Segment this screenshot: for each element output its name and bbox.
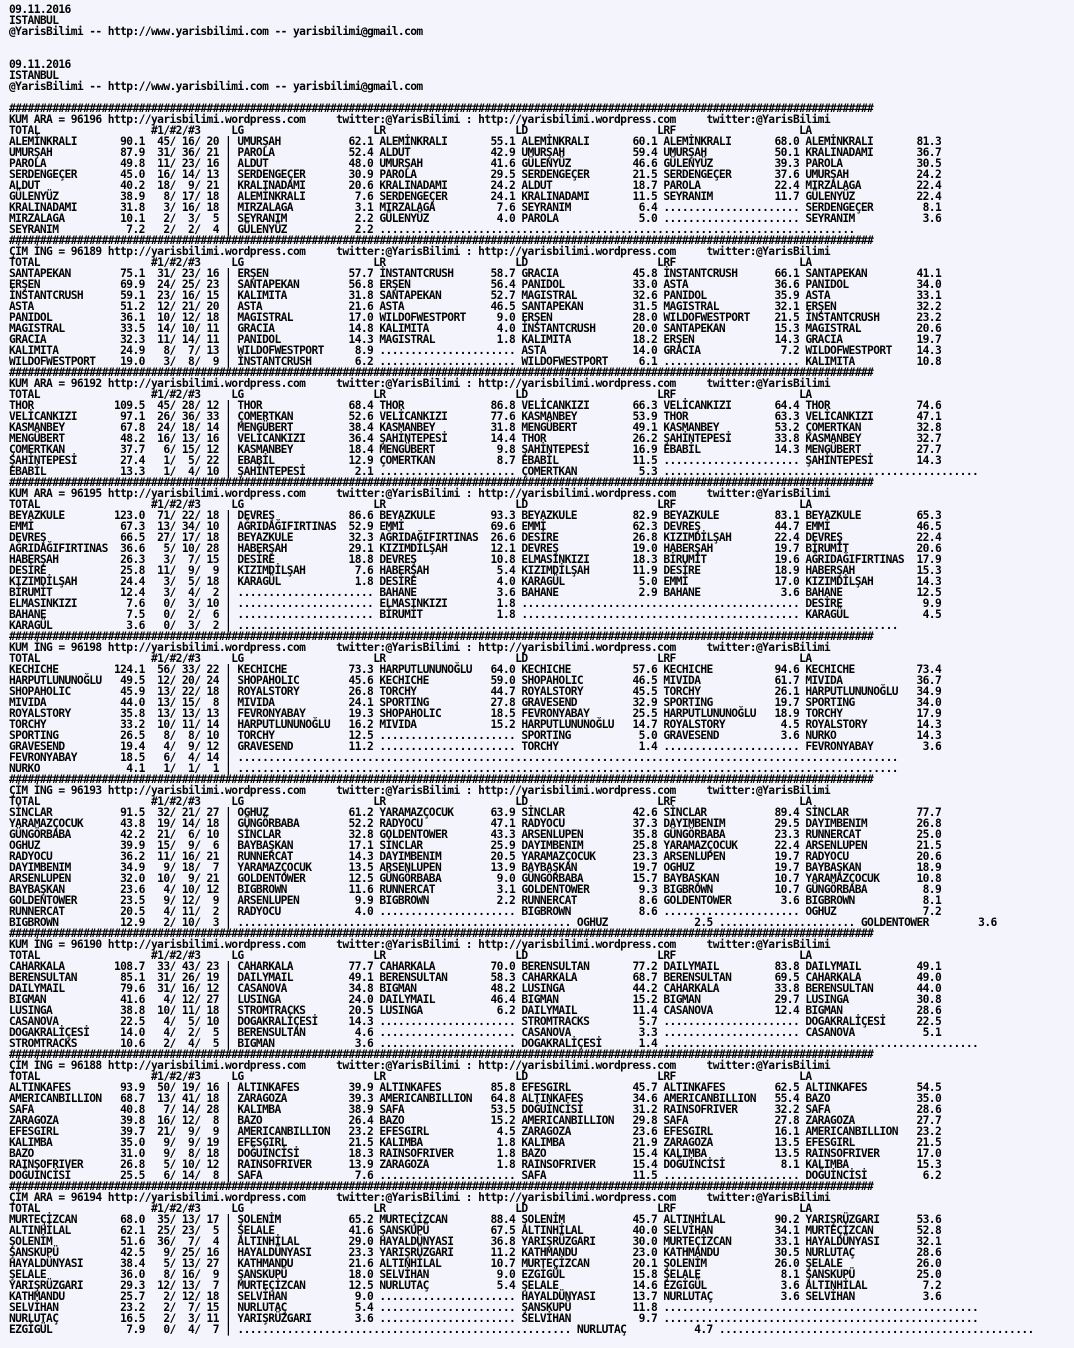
table-row: ŞANSKUPÜ 42.5 9/ 25/ 16 | HAYALDÜNYASI 23.3 YARIŞRÜZGARI 11.2 KATHMANDU 23.0 KATHMANDU 30.5 NURLUTAÇ 28.6 [9,1246,942,1259]
column-header: TOTAL #1/#2/#3 LG LR LD LRF LA [9,795,812,808]
table-row: TORCHY 33.2 10/ 11/ 14 | HARPUTLUNUNOĞLU 16.2 MIVIDA 15.2 HARPUTLUNUNOĞLU 14.7 ROYALSTORY 4.5 ROYALSTORY 14.3 [9,718,942,731]
table-row: SPORTING 26.5 8/ 8/ 10 | TORCHY 12.5 ...................... SPORTING 5.0 GRAVESEND 3.6 NURKO 14.3 [9,729,942,742]
table-row: KATHMANDU 25.7 2/ 12/ 18 | SELVİHAN 9.0 ...................... HAYALDÜNYASI 13.7 NURLUTAÇ 3.6 SELVİHAN 3.6 [9,1290,942,1303]
table-row: NURLUTAÇ 16.5 2/ 3/ 11 | YARIŞRÜZGARI 3.6 ...................... SELVİHAN 9.7 ................................................... [9,1312,979,1325]
table-row: YARIŞRÜZGARI 29.3 12/ 13/ 7 | MURTEÇİZCAN 12.5 NURLUTAÇ 5.4 ŞELALE 14.6 EZGİGÜL 3.6 ALTINHİLAL 7.2 [9,1279,942,1292]
table-row: ERŞEN 69.9 24/ 25/ 23 | SANTAPEKAN 56.8 ERŞEN 56.4 PANIDOL 33.0 ASTA 36.6 PANIDOL 34.0 [9,278,942,291]
table-row: GÜLENYÜZ 38.9 8/ 17/ 18 | ALEMİNKRALI 7.6 SERDENGEÇER 24.1 KRALINADAMI 11.5 SEYRANIM 11.7 GÜLENYÜZ 22.4 [9,190,942,203]
table-row: KALIMITA 24.9 8/ 7/ 13 | WILDOFWESTPORT 8.9 ...................... ASTA 14.0 GRACIA 7.2 WILDOFWESTPORT 14.3 [9,344,942,357]
table-row: MIVIDA 44.0 13/ 15/ 8 | MIVIDA 24.1 SPORTING 27.8 GRAVESEND 32.9 SPORTING 19.7 SPORTING 34.0 [9,696,942,709]
table-row: ROYALSTORY 35.8 13/ 13/ 13 | FEVRONYABAY 19.3 SHOPAHOLIC 18.5 FEVRONYABAY 25.5 HARPUTLUNUNOĞLU 18.9 TORCHY 17.9 [9,707,942,720]
date-repeat: 09.11.2016 [9,58,71,71]
table-row: CAHARKALA 108.7 33/ 43/ 23 | CAHARKALA 77.7 CAHARKALA 70.0 BERENSULTAN 77.2 DAILYMAIL 83.8 DAILYMAIL 49.1 [9,960,942,973]
table-row: BIGBROWN 12.9 2/ 10/ 3 | ...................................................... OGHUZ 2.5 ...................... GOLDENTOWER 3.6 [9,916,997,929]
separator-line: ############################################################################################################################################ [9,1048,874,1061]
table-row: SERDENGEÇER 45.0 16/ 14/ 13 | SERDENGEÇER 30.9 PAROLA 29.5 SERDENGEÇER 21.5 SERDENGEÇER 37.6 UMURŞAH 24.2 [9,168,942,181]
table-row: ALEMİNKRALI 90.1 45/ 16/ 20 | UMURŞAH 62.1 ALEMİNKRALI 55.1 ALEMİNKRALI 60.1 ALEMİNKRALI 68.0 ALEMİNKRALI 81.3 [9,135,942,148]
table-row: DAYIMBENIM 34.9 9/ 18/ 7 | YARAMAZÇOCUK 13.5 ARSENLUPEN 13.9 BAYBAŞKAN 19.7 OGHUZ 19.7 BAYBAŞKAN 18.9 [9,861,942,874]
table-row: ALDUT 40.2 18/ 9/ 21 | KRALINADAMI 20.6 KRALINADAMI 24.2 ALDUT 18.7 PAROLA 22.4 MIRZALAGA 22.4 [9,179,942,192]
table-row: DOĞUİNCİSİ 25.5 6/ 14/ 8 | SAFA 7.6 ...................... SAFA 11.5 ...................... DOĞUİNCİSİ 6.2 [9,1169,942,1182]
table-row: PAROLA 49.8 11/ 23/ 16 | ALDUT 48.0 UMURŞAH 41.6 GÜLENYÜZ 46.6 GÜLENYÜZ 39.3 PAROLA 30.5 [9,157,942,170]
table-row: RAINSOFRIVER 26.8 5/ 10/ 12 | RAINSOFRIVER 13.9 ZARAGOZA 1.8 RAINSOFRIVER 15.4 DOĞUİNCİSİ 8.1 KALIMBA 15.3 [9,1158,942,1171]
column-header: TOTAL #1/#2/#3 LG LR LD LRF LA [9,652,812,665]
race-title: KUM ARA = 96196 http://yarisbilimi.wordpress.com twitter:@YarisBilimi : http://yarisbilimi.wordpress.com twitter:@YarisBilimi [9,113,831,126]
race-block [9,773,997,929]
race-title: KUM İNG = 96190 http://yarisbilimi.wordpress.com twitter:@YarisBilimi : http://yarisbilimi.wordpress.com twitter:@YarisBilimi [9,938,831,951]
race-title: KUM ARA = 96192 http://yarisbilimi.wordpress.com twitter:@YarisBilimi : http://yarisbilimi.wordpress.com twitter:@YarisBilimi [9,377,831,390]
table-row: BIGMAN 41.6 4/ 12/ 27 | LUSINGA 24.0 DAILYMAIL 46.4 BIGMAN 15.2 BIGMAN 29.7 LUSINGA 30.8 [9,993,942,1006]
table-row: STROMTRACKS 10.6 2/ 4/ 5 | BIGMAN 3.6 ...................... DOGAKRALİÇESİ 1.4 ................................................... [9,1037,979,1050]
table-row: BAHANE 7.5 0/ 2/ 6 | ...................... BİRUMİT 1.8 ............................................. KARAGÜL 4.5 [9,608,942,621]
table-row: EBABİL 13.3 1/ 4/ 10 | ŞAHİNTEPESİ 2.1 ...................... ÇOMERTKAN 5.3 ................................................... [9,465,979,478]
table-row: EZGİGÜL 7.9 0/ 4/ 7 | ...................................................... NURLUTAÇ 4.7 ................................................... [9,1323,1034,1336]
table-row: HAYALDÜNYASI 38.4 5/ 13/ 27 | KATHMANDU 21.6 ALTINHİLAL 10.7 MURTEÇİZCAN 20.1 ŞOLENİM 26.0 ŞELALE 26.0 [9,1257,942,1270]
race-block [9,630,941,775]
separator-line: ############################################################################################################################################ [9,1180,874,1193]
separator-line: ############################################################################################################################################ [9,366,874,379]
column-header: TOTAL #1/#2/#3 LG LR LD LRF LA [9,1070,812,1083]
table-row: SAFA 40.8 7/ 14/ 28 | KALIMBA 38.9 SAFA 53.5 DOĞUİNCİSİ 31.2 RAINSOFRIVER 32.2 SAFA 28.6 [9,1103,942,1116]
table-row: SİNCLAR 91.5 32/ 21/ 27 | OGHUZ 61.2 YARAMAZÇOCUK 63.9 SİNCLAR 42.6 SİNCLAR 89.4 SİNCLAR 77.7 [9,806,942,819]
table-row: OGHUZ 39.9 15/ 9/ 6 | BAYBAŞKAN 17.1 SİNCLAR 25.9 DAYIMBENIM 25.8 YARAMAZÇOCUK 22.4 ARSENLUPEN 21.5 [9,839,942,852]
race-block [9,366,978,478]
table-row: EFESGIRL 39.7 21/ 9/ 9 | AMERICANBILLION 23.2 EFESGIRL 4.5 ZARAGOZA 23.6 EFESGIRL 16.1 AMERICANBILLION 23.2 [9,1125,942,1138]
table-row: ELMASINKIZI 7.6 0/ 3/ 10 | ...................... ELMASINKIZI 1.8 ............................................. DESİRE 9.9 [9,597,942,610]
table-row: KRALINADAMI 31.8 3/ 16/ 18 | MIRZALAGA 3.1 MIRZALAGA 7.6 SEYRANIM 6.4 ...................... SERDENGEÇER 8.1 [9,201,942,214]
table-row: SANTAPEKAN 75.1 31/ 23/ 16 | ERŞEN 57.7 İNSTANTCRUSH 58.7 GRACIA 45.8 İNSTANTCRUSH 66.1 SANTAPEKAN 41.1 [9,267,942,280]
table-row: ASTA 51.2 12/ 21/ 20 | ASTA 21.6 ASTA 46.5 SANTAPEKAN 31.5 MAGISTRAL 32.1 ERŞEN 32.2 [9,300,942,313]
table-row: MIRZALAGA 10.1 2/ 3/ 5 | SEYRANIM 2.2 GÜLENYÜZ 4.0 PAROLA 5.0 ...................... SEYRANIM 3.6 [9,212,942,225]
table-row: LUSINGA 38.8 10/ 11/ 18 | STROMTRACKS 20.5 LUSINGA 6.2 DAILYMAIL 11.4 CASANOVA 12.4 BIGMAN 28.6 [9,1004,942,1017]
race-title: ÇİM İNG = 96193 http://yarisbilimi.wordpress.com twitter:@YarisBilimi : http://yarisbilimi.wordpress.com twitter:@YarisBilimi [9,784,831,797]
race-block [9,102,941,236]
race-block [9,476,941,632]
table-row: ŞAHİNTEPESİ 27.4 1/ 5/ 22 | EBABİL 12.9 ÇOMERTKAN 8.7 EBABİL 11.5 ...................... ŞAHİNTEPESİ 14.3 [9,454,942,467]
table-row: RUNNERCAT 20.5 4/ 11/ 2 | RADYOCU 4.0 ...................... BIGBROWN 8.6 ...................... OGHUZ 7.2 [9,905,942,918]
race-list [9,102,1034,1336]
table-row: UMURŞAH 87.9 31/ 36/ 21 | PAROLA 52.4 ALDUT 42.9 UMURŞAH 59.4 UMURŞAH 50.1 KRALINADAMI 36.7 [9,146,942,159]
table-row: BEYAZKULE 123.0 71/ 22/ 18 | DEVREŞ 86.6 BEYAZKULE 93.3 BEYAZKULE 82.9 BEYAZKULE 83.1 BEYAZKULE 65.3 [9,509,942,522]
column-header: TOTAL #1/#2/#3 LG LR LD LRF LA [9,256,812,269]
separator-line: ############################################################################################################################################ [9,630,874,643]
table-row: SELVİHAN 23.2 2/ 7/ 15 | NURLUTAÇ 5.4 ...................... ŞANSKUPÜ 11.8 ................................................... [9,1301,979,1314]
table-row: ŞELALE 36.0 8/ 16/ 9 | ŞANSKUPÜ 18.0 SELVİHAN 9.0 EZGİGÜL 15.8 ŞELALE 8.1 ŞANSKUPÜ 25.0 [9,1268,942,1281]
table-row: BİRUMİT 12.4 3/ 4/ 2 | ...................... BAHANE 3.6 BAHANE 2.9 BAHANE 3.6 BAHANE 12.5 [9,586,942,599]
table-row: DAILYMAIL 79.6 31/ 16/ 12 | CASANOVA 34.8 BIGMAN 48.2 LUSINGA 44.2 CAHARKALA 33.8 BERENSULTAN 44.0 [9,982,942,995]
table-row: AĞRIDAĞIFIRTINAS 36.6 5/ 10/ 28 | HABERŞAH 29.1 KIZIMDİLŞAH 12.1 DEVREŞ 19.0 HABERŞAH 19.7 BİRUMİT 20.6 [9,542,942,555]
column-header: TOTAL #1/#2/#3 LG LR LD LRF LA [9,498,812,511]
separator-line: ############################################################################################################################################ [9,234,874,247]
column-header: TOTAL #1/#2/#3 LG LR LD LRF LA [9,949,812,962]
credit-line-repeat: @YarisBilimi -- http://www.yarisbilimi.com -- yarisbilimi@gmail.com [9,80,423,93]
table-row: BAYBAŞKAN 23.6 4/ 10/ 12 | BIGBROWN 11.6 RUNNERCAT 3.1 GOLDENTOWER 9.3 BIGBROWN 10.7 GÜNGÖRBABA 8.9 [9,883,942,896]
column-header: TOTAL #1/#2/#3 LG LR LD LRF LA [9,1202,812,1215]
city: ISTANBUL [9,14,59,27]
table-row: AMERICANBILLION 68.7 13/ 41/ 18 | ZARAGOZA 39.3 AMERICANBILLION 64.8 ALTINKAFES 34.6 AMERICANBILLION 55.4 BAZO 35.0 [9,1092,942,1105]
table-row: KASMANBEY 67.8 24/ 18/ 14 | MENGÜBERT 38.4 KASMANBEY 31.8 MENGÜBERT 49.1 KASMANBEY 53.2 ÇOMERTKAN 32.8 [9,421,942,434]
table-row: MAGISTRAL 33.5 14/ 10/ 11 | GRACIA 14.8 KALIMITA 4.0 İNSTANTCRUSH 20.0 SANTAPEKAN 15.3 MAGISTRAL 20.6 [9,322,942,335]
table-row: HARPUTLUNUNOĞLU 49.5 12/ 20/ 24 | SHOPAHOLIC 45.6 KECHICHE 59.0 SHOPAHOLIC 46.5 MIVIDA 61.7 MIVIDA 36.7 [9,674,942,687]
table-row: BERENSULTAN 85.1 31/ 26/ 19 | DAILYMAIL 49.1 BERENSULTAN 58.3 CAHARKALA 68.7 BERENSULTAN 69.5 CAHARKALA 49.0 [9,971,942,984]
separator-line: ############################################################################################################################################ [9,927,874,940]
table-row: DOGAKRALİÇESİ 14.0 4/ 2/ 5 | BERENSULTAN 4.6 ...................... CASANOVA 3.3 ...................... CASANOVA 5.1 [9,1026,942,1039]
table-row: ALTINHİLAL 62.1 25/ 23/ 5 | ŞELALE 41.6 ŞANSKUPÜ 67.5 ALTINHİLAL 40.0 SELVİHAN 34.1 MURTEÇİZCAN 52.8 [9,1224,942,1237]
race-title: KUM ARA = 96195 http://yarisbilimi.wordpress.com twitter:@YarisBilimi : http://yarisbilimi.wordpress.com twitter:@YarisBilimi [9,487,831,500]
table-row: ÇOMERTKAN 37.7 6/ 15/ 12 | KASMANBEY 18.4 MENGÜBERT 9.8 ŞAHİNTEPESİ 16.9 EBABİL 14.3 MENGÜBERT 27.7 [9,443,942,456]
table-row: FEVRONYABAY 18.5 6/ 4/ 14 | ........................................................................................................... [9,751,898,764]
table-row: KALIMBA 35.0 9/ 9/ 19 | EFESGIRL 21.5 KALIMBA 1.8 KALIMBA 21.9 ZARAGOZA 13.5 EFESGIRL 21.5 [9,1136,942,1149]
table-row: KARAGÜL 3.6 0/ 3/ 2 | ........................................................................................................... [9,619,898,632]
column-header: TOTAL #1/#2/#3 LG LR LD LRF LA [9,388,812,401]
table-row: EMMİ 67.3 13/ 34/ 10 | AĞRIDAĞIFIRTINAS 52.9 EMMİ 69.6 EMMİ 62.3 DEVREŞ 44.7 EMMİ 46.5 [9,520,942,533]
race-block [9,1180,1034,1336]
table-row: PANIDOL 36.1 10/ 12/ 18 | MAGISTRAL 17.0 WILDOFWESTPORT 9.0 ERŞEN 28.0 WILDOFWESTPORT 21.5 İNSTANTCRUSH 23.2 [9,311,942,324]
table-row: MURTEÇİZCAN 68.0 35/ 13/ 17 | ŞOLENİM 65.2 MURTEÇİZCAN 88.4 ŞOLENİM 45.7 ALTINHİLAL 90.2 YARIŞRÜZGARI 53.6 [9,1213,942,1226]
table-row: ARSENLUPEN 32.0 10/ 9/ 21 | GOLDENTOWER 12.5 GÜNGÖRBABA 9.0 GÜNGÖRBABA 15.7 BAYBAŞKAN 10.7 YARAMAZÇOCUK 10.8 [9,872,942,885]
table-row: ALTINKAFES 93.9 50/ 19/ 16 | ALTINKAFES 39.9 ALTINKAFES 85.8 EFESGIRL 45.7 ALTINKAFES 62.5 ALTINKAFES 54.5 [9,1081,942,1094]
table-row: GRACIA 32.3 11/ 14/ 11 | PANIDOL 14.3 MAGISTRAL 1.8 KALIMITA 18.2 ERŞEN 14.3 GRACIA 19.7 [9,333,942,346]
table-row: WILDOFWESTPORT 19.0 3/ 8/ 9 | İNSTANTCRUSH 6.2 ...................... WILDOFWESTPORT 6.1 ...................... KALIMITA 10.8 [9,355,942,368]
separator-line: ############################################################################################################################################ [9,476,874,489]
table-row: GOLDENTOWER 23.5 9/ 12/ 9 | ARSENLUPEN 9.9 BIGBROWN 2.2 RUNNERCAT 8.6 GOLDENTOWER 3.6 BIGBROWN 8.1 [9,894,942,907]
table-row: NURKO 4.1 1/ 1/ 1 | ........................................................................................................... [9,762,898,775]
table-row: MENGÜBERT 48.2 16/ 13/ 16 | VELİCANKIZI 36.4 ŞAHİNTEPESİ 14.4 THOR 26.2 ŞAHİNTEPESİ 33.8 KASMANBEY 32.7 [9,432,942,445]
table-row: THOR 109.5 45/ 28/ 12 | THOR 68.4 THOR 86.8 VELİCANKIZI 66.3 VELİCANKIZI 64.4 THOR 74.6 [9,399,942,412]
separator-line: ############################################################################################################################################ [9,773,874,786]
separator-line: ############################################################################################################################################ [9,102,874,115]
race-title: ÇİM İNG = 96188 http://yarisbilimi.wordpress.com twitter:@YarisBilimi : http://yarisbilimi.wordpress.com twitter:@YarisBilimi [9,1059,831,1072]
table-row: KIZIMDİLŞAH 24.4 3/ 5/ 18 | KARAGÜL 1.8 DESİRE 4.0 KARAGÜL 5.0 EMMİ 17.0 KIZIMDİLŞAH 14.3 [9,575,942,588]
table-row: HABERŞAH 26.3 3/ 7/ 15 | DESİRE 18.8 DEVREŞ 10.8 ELMASINKIZI 18.3 BİRUMİT 19.6 AĞRIDAĞIFIRTINAS 17.9 [9,553,942,566]
table-row: İNSTANTCRUSH 59.1 23/ 16/ 15 | KALIMITA 31.8 SANTAPEKAN 52.7 MAGISTRAL 32.6 PANIDOL 35.9 ASTA 33.1 [9,289,942,302]
table-row: SHOPAHOLIC 45.9 13/ 22/ 18 | ROYALSTORY 26.8 TORCHY 44.7 ROYALSTORY 45.5 TORCHY 26.1 HARPUTLUNUNOĞLU 34.9 [9,685,942,698]
column-header: TOTAL #1/#2/#3 LG LR LD LRF LA [9,124,812,137]
table-row: ZARAGOZA 39.8 16/ 12/ 8 | BAZO 26.4 BAZO 15.2 AMERICANBILLION 29.8 SAFA 27.8 ZARAGOZA 27.7 [9,1114,942,1127]
table-row: RADYOCU 36.2 11/ 16/ 21 | RUNNERCAT 14.3 DAYIMBENIM 20.5 YARAMAZÇOCUK 23.3 ARSENLUPEN 19.7 RADYOCU 20.6 [9,850,942,863]
credit-line: @YarisBilimi -- http://www.yarisbilimi.com -- yarisbilimi@gmail.com [9,25,423,38]
table-row: BAZO 31.0 9/ 8/ 18 | DOĞUİNCİSİ 18.3 RAINSOFRIVER 1.8 BAZO 15.4 KALIMBA 13.5 RAINSOFRIVER 17.0 [9,1147,942,1160]
results-document [9,4,1073,1335]
race-block [9,1048,941,1182]
date: 09.11.2016 [9,3,71,16]
table-row: DEVREŞ 66.5 27/ 17/ 18 | BEYAZKULE 32.3 AĞRIDAĞIFIRTINAS 26.6 DESİRE 26.8 KIZIMDİLŞAH 22.4 DEVREŞ 22.4 [9,531,942,544]
race-block [9,927,978,1050]
table-row: YARAMAZÇOCUK 43.8 19/ 14/ 18 | GÜNGÖRBABA 52.2 RADYOCU 47.1 RADYOCU 37.3 DAYIMBENIM 29.5 DAYIMBENIM 26.8 [9,817,942,830]
table-row: SEYRANIM 7.2 2/ 2/ 4 | GÜLENYÜZ 2.2 ............................................................................. [9,223,855,236]
table-row: GRAVESEND 19.4 4/ 9/ 12 | GRAVESEND 11.2 ...................... TORCHY 1.4 ...................... FEVRONYABAY 3.6 [9,740,942,753]
race-title: ÇİM İNG = 96189 http://yarisbilimi.wordpress.com twitter:@YarisBilimi : http://yarisbilimi.wordpress.com twitter:@YarisBilimi [9,245,831,258]
table-row: DESİRE 25.8 11/ 9/ 9 | KIZIMDİLŞAH 7.6 HABERŞAH 5.4 KIZIMDİLŞAH 11.9 DESİRE 18.9 HABERŞAH 15.3 [9,564,942,577]
table-row: KECHICHE 124.1 56/ 33/ 22 | KECHICHE 73.3 HARPUTLUNUNOĞLU 64.0 KECHICHE 57.6 KECHICHE 94.6 KECHICHE 73.4 [9,663,942,676]
race-title: ÇİM ARA = 96194 http://yarisbilimi.wordpress.com twitter:@YarisBilimi : http://yarisbilimi.wordpress.com twitter:@YarisBilimi [9,1191,831,1204]
table-row: CASANOVA 22.5 4/ 5/ 10 | DOGAKRALİÇESİ 14.3 ...................... STROMTRACKS 5.7 ...................... DOGAKRALİÇESİ 22.5 [9,1015,942,1028]
table-row: GÜNGÖRBABA 42.2 21/ 6/ 10 | SİNCLAR 32.8 GOLDENTOWER 43.3 ARSENLUPEN 35.8 GÜNGÖRBABA 23.3 RUNNERCAT 25.0 [9,828,942,841]
race-block [9,234,941,368]
table-row: VELİCANKIZI 97.1 26/ 36/ 33 | ÇOMERTKAN 52.6 VELİCANKIZI 77.6 KASMANBEY 53.9 THOR 63.3 VELİCANKIZI 47.1 [9,410,942,423]
race-title: KUM İNG = 96198 http://yarisbilimi.wordpress.com twitter:@YarisBilimi : http://yarisbilimi.wordpress.com twitter:@YarisBilimi [9,641,831,654]
city-repeat: ISTANBUL [9,69,59,82]
table-row: ŞOLENİM 51.6 36/ 7/ 4 | ALTINHİLAL 29.0 HAYALDÜNYASI 36.8 YARIŞRÜZGARI 30.0 MURTEÇİZCAN 33.1 HAYALDÜNYASI 32.1 [9,1235,942,1248]
